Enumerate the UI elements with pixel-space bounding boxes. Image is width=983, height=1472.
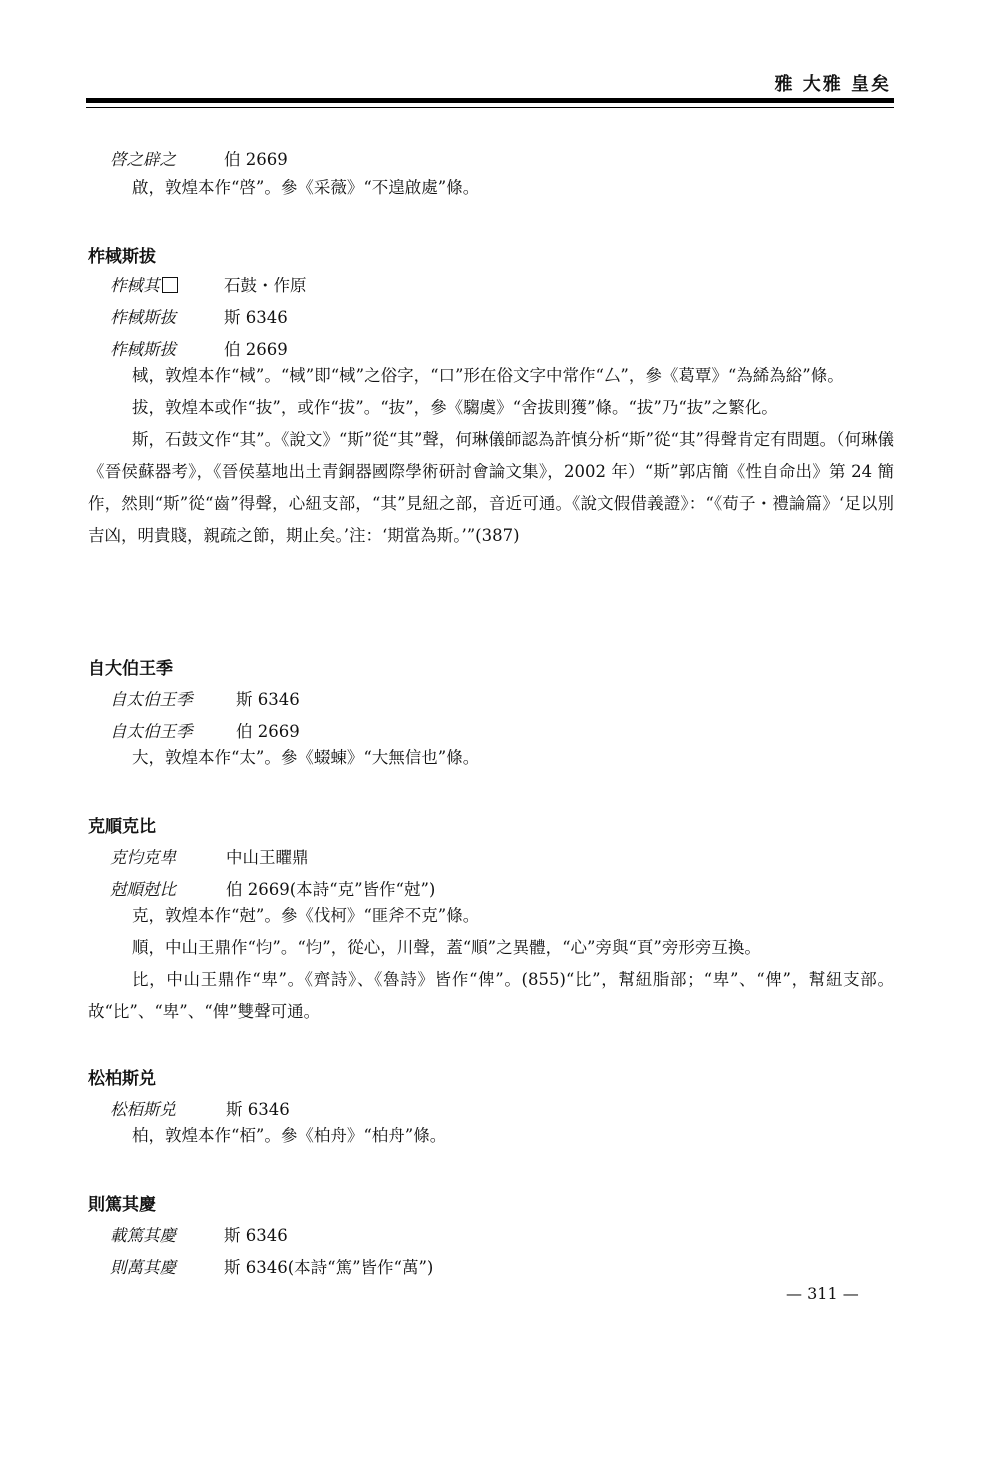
commentary <box>88 172 894 204</box>
commentary-paragraph: 比，中山王鼎作“卑”。《齊詩》、《魯詩》皆作“俾”。(855)“比”，幫紐脂部；“卑”、“俾”，幫紐支部。故“比”、“卑”、“俾”雙聲可通。 <box>88 970 894 1021</box>
variant-source: 斯 6346 <box>226 1100 290 1119</box>
commentary <box>88 1120 894 1152</box>
commentary-paragraph: 順，中山王鼎作“𢗋”。“𢗋”，從心，川聲，蓋“順”之異體，“心”旁與“頁”旁形旁互換。 <box>132 938 761 957</box>
variant-source: 斯 6346 <box>224 1226 288 1245</box>
variant-text-chars: 柞棫其 <box>110 276 160 295</box>
variant-line <box>110 686 300 710</box>
entry-heading: 柞棫斯拔 <box>88 247 156 267</box>
variant-text: 柞棫斯抜 <box>110 308 176 327</box>
variant-text: 啓之辟之 <box>110 150 176 169</box>
variant-line <box>110 1254 433 1278</box>
variant-text: 松栢斯兑 <box>110 1100 176 1119</box>
variant-text: 載篤其慶 <box>110 1226 176 1245</box>
entry-heading: 則篤其慶 <box>88 1195 156 1215</box>
variant-source: 石鼓・作原 <box>224 276 307 295</box>
variant-source: 伯 2669(本詩“克”皆作“尅”) <box>226 880 436 899</box>
commentary <box>88 742 894 774</box>
variant-source: 中山王䂂鼎 <box>226 848 309 867</box>
commentary <box>88 360 894 552</box>
header-rule-thin <box>86 107 894 108</box>
variant-source: 斯 6346 <box>224 308 288 327</box>
variant-line <box>110 876 435 900</box>
variant-line <box>110 1222 288 1246</box>
variant-source: 伯 2669 <box>224 340 288 359</box>
commentary-paragraph: 啟，敦煌本作“啓”。參《采薇》“不遑啟處”條。 <box>132 178 480 197</box>
variant-line <box>110 304 288 328</box>
variant-line <box>110 272 307 296</box>
variant-line <box>110 1096 290 1120</box>
page-number: — 311 — <box>786 1284 859 1303</box>
entry-heading: 松柏斯兑 <box>88 1069 156 1089</box>
entry-heading: 克順克比 <box>88 817 156 837</box>
variant-line <box>110 844 309 868</box>
entry-heading: 自大伯王季 <box>88 659 173 679</box>
header-rule-thick <box>86 98 894 103</box>
commentary-paragraph: 拔，敦煌本或作“抜”，或作“拔”。“抜”，參《騶虞》“舍拔則獲”條。“拔”乃“抜”之繁化。 <box>132 398 778 417</box>
commentary <box>88 900 894 1028</box>
variant-source: 伯 2669 <box>224 150 288 169</box>
variant-text <box>110 272 202 296</box>
variant-text: 尅順尅比 <box>110 880 176 899</box>
variant-line <box>110 336 288 360</box>
commentary-paragraph: 斯，石鼓文作“其”。《說文》“斯”從“其”聲，何琳儀師認為許慎分析“斯”從“其”得聲肯定有問題。（何琳儀《晉侯蘇器考》，《晉侯墓地出土青銅器國際學術研討會論文集》，2002 年）“斯”郭店簡《性自命出》第 24 簡作，然則“斯”從“齒”得聲，心紐支部，“其”見紐之部，音近可通。《說文假借義證》：“《荀子・禮論篇》‘足以別吉凶，明貴賤，親疏之節，期止矣。’注：‘期當為斯。’”(387) <box>88 430 894 545</box>
commentary-paragraph: 棫，敦煌本作“棫”。“棫”即“棫”之俗字，“口”形在俗文字中常作“厶”，參《葛覃》“為絺為綌”條。 <box>132 366 844 385</box>
variant-text: 柞棫斯拔 <box>110 340 176 359</box>
variant-text: 則萬其慶 <box>110 1258 176 1277</box>
variant-text: 自太伯王季 <box>110 722 193 741</box>
commentary-paragraph: 大，敦煌本作“太”。參《蝃蝀》“大無信也”條。 <box>132 748 480 767</box>
variant-line <box>110 146 288 170</box>
running-title: 雅 大雅 皇矣 <box>774 74 891 95</box>
variant-source: 斯 6346 <box>236 690 300 709</box>
variant-text: 自太伯王季 <box>110 690 193 709</box>
variant-source: 伯 2669 <box>236 722 300 741</box>
commentary-paragraph: 克，敦煌本作“尅”。參《伐柯》“匪斧不克”條。 <box>132 906 480 925</box>
variant-text: 克𢗋克卑 <box>110 848 176 867</box>
missing-character-box <box>162 277 178 293</box>
commentary-paragraph: 柏，敦煌本作“栢”。參《柏舟》“柏舟”條。 <box>132 1126 447 1145</box>
variant-source: 斯 6346(本詩“篤”皆作“萬”) <box>224 1258 434 1277</box>
variant-line <box>110 718 300 742</box>
